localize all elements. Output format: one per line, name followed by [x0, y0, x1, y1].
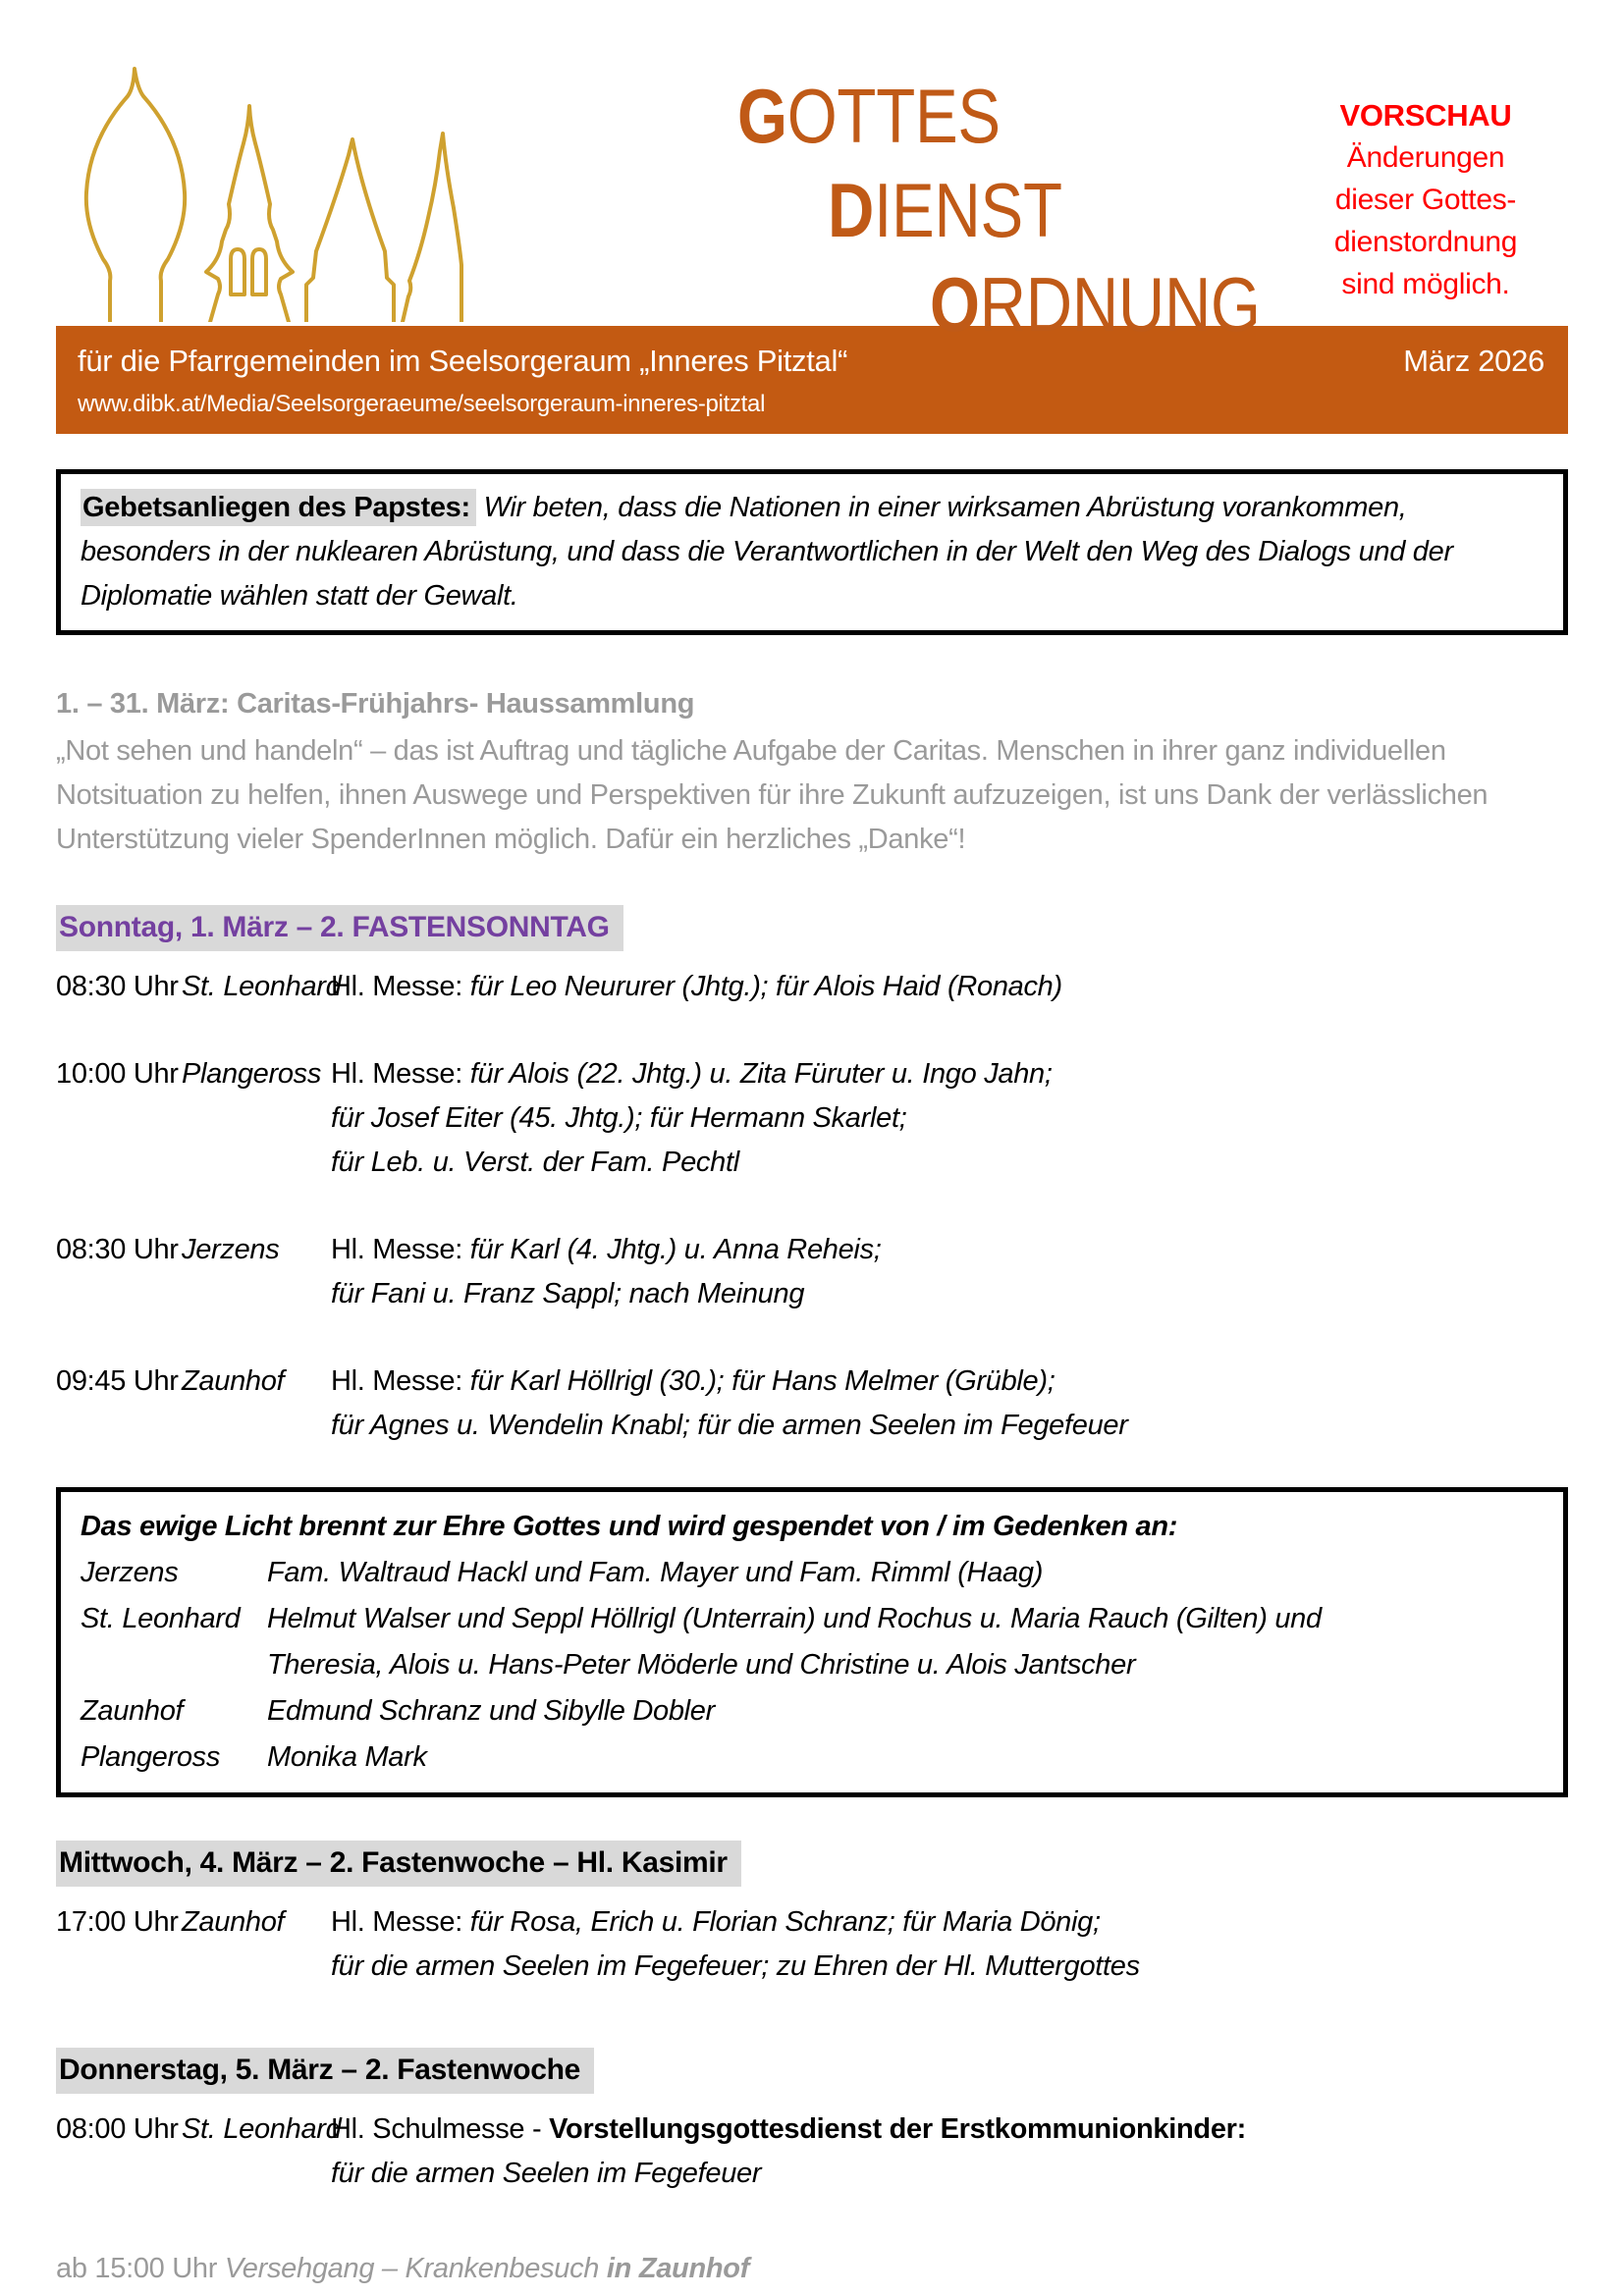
preview-line: sind möglich.: [1341, 268, 1510, 300]
service-entry: [56, 2108, 1568, 2196]
service-type: Hl. Messe:: [331, 1234, 470, 1265]
caritas-text: „Not sehen und handeln“ – das ist Auftrag und tägliche Aufgabe der Caritas. Menschen in ihrer ganz individuellen Notsituation zu helfen, ihnen Auswege und Perspektiven für ihre Zukunft aufzuzeigen, ist uns Dank der verlässlichen Unterstützung vieler SpenderInnen möglich. Dafür ein herzliches „Danke“!: [56, 735, 1489, 855]
service-intention: für Fani u. Franz Sappl; nach Meinung: [331, 1278, 805, 1309]
eternal-light-row: [81, 1596, 1543, 1688]
service-type: Hl. Messe:: [331, 971, 470, 1002]
service-place: Zaunhof: [182, 1906, 285, 1938]
service-description: [331, 965, 1568, 1009]
service-place: Plangeross: [182, 1058, 322, 1090]
sick-visit-event: Versehgang – Krankenbesuch: [224, 2253, 607, 2284]
service-intention: für die armen Seelen im Fegefeuer; zu Ehren der Hl. Muttergottes: [331, 1950, 1140, 1982]
sick-visit-place: in Zaunhof: [606, 2253, 750, 2284]
service-entry: [56, 1900, 1568, 1989]
service-type: Hl. Messe:: [331, 1058, 470, 1090]
header: [56, 0, 1568, 347]
service-place: St. Leonhard: [182, 2113, 342, 2145]
day-heading-mittwoch: Mittwoch, 4. März – 2. Fastenwoche – Hl. Kasimir: [56, 1841, 741, 1887]
service-entry: [56, 1360, 1568, 1448]
service-time: 10:00 Uhr: [56, 1058, 179, 1090]
page-title: [737, 69, 1324, 351]
service-time: 08:30 Uhr: [56, 1234, 179, 1265]
preview-title: VORSCHAU: [1339, 98, 1512, 133]
service-description: [331, 2108, 1568, 2196]
service-description: [331, 1900, 1568, 1989]
eternal-light-place: Plangeross: [81, 1741, 221, 1773]
service-type: Hl. Messe:: [331, 1906, 470, 1938]
service-time: 08:00 Uhr: [56, 2113, 179, 2145]
day-section-donnerstag: [56, 2018, 1568, 2196]
service-description: [331, 1228, 1568, 1316]
service-intention: für Josef Eiter (45. Jhtg.); für Hermann Skarlet;: [331, 1102, 907, 1134]
eternal-light-row: [81, 1550, 1543, 1596]
service-intention: für Leb. u. Verst. der Fam. Pechtl: [331, 1147, 739, 1178]
preview-line: dieser Gottes-: [1334, 184, 1517, 216]
title-line-dienst: DIENST: [828, 167, 1062, 253]
eternal-light-row: [81, 1688, 1543, 1735]
day-section-mittwoch: [56, 1797, 1568, 1989]
sick-visit-time: ab 15:00 Uhr: [56, 2253, 225, 2284]
day-heading-sonntag: Sonntag, 1. März – 2. FASTENSONNTAG: [56, 905, 623, 951]
preview-notice: [1323, 94, 1529, 305]
eternal-light-donors: Edmund Schranz und Sibylle Dobler: [267, 1695, 715, 1727]
title-line-ordnung: ORDNUNG: [930, 261, 1261, 347]
eternal-light-row: [81, 1735, 1543, 1781]
service-intention: für die armen Seelen im Fegefeuer: [331, 2158, 762, 2189]
day-heading-donnerstag: Donnerstag, 5. März – 2. Fastenwoche: [56, 2048, 594, 2094]
service-type: Hl. Schulmesse -: [331, 2113, 550, 2145]
service-place: Jerzens: [182, 1234, 280, 1265]
service-place: St. Leonhard: [182, 971, 342, 1002]
service-time: 17:00 Uhr: [56, 1906, 179, 1938]
eternal-light-place: Jerzens: [81, 1557, 179, 1588]
eternal-light-donors: Helmut Walser und Seppl Höllrigl (Unterrain) und Rochus u. Maria Rauch (Gilten) und Theresia, Alois u. Hans-Peter Möderle und Christine u. Alois Jantscher: [267, 1603, 1322, 1681]
day-section-sonntag: [56, 862, 1568, 1448]
title-line-gottes: GOTTES: [737, 73, 1001, 159]
pope-prayer-box: [56, 469, 1568, 635]
service-intention: für Leo Neururer (Jhtg.); für Alois Haid (Ronach): [469, 971, 1062, 1002]
service-time: 08:30 Uhr: [56, 971, 179, 1002]
eternal-light-donors: Monika Mark: [267, 1741, 427, 1773]
preview-line: Änderungen: [1346, 141, 1505, 174]
caritas-heading: 1. – 31. März: Caritas-Frühjahrs- Haussammlung: [56, 688, 695, 720]
pope-prayer-label: Gebetsanliegen des Papstes:: [81, 489, 476, 526]
eternal-light-heading: Das ewige Licht brennt zur Ehre Gottes und wird gespendet von / im Gedenken an:: [81, 1511, 1178, 1542]
service-place: Zaunhof: [182, 1365, 285, 1397]
eternal-light-place: St. Leonhard: [81, 1603, 241, 1634]
service-description: [331, 1360, 1568, 1448]
banner-month: März 2026: [1403, 344, 1544, 378]
banner-subtitle: für die Pfarrgemeinden im Seelsorgeraum „Inneres Pitztal“: [78, 344, 848, 378]
service-intention: für Agnes u. Wendelin Knabl; für die armen Seelen im Fegefeuer: [331, 1410, 1128, 1441]
service-entry: [56, 965, 1568, 1009]
service-time: 09:45 Uhr: [56, 1365, 179, 1397]
service-intention: für Karl (4. Jhtg.) u. Anna Reheis;: [469, 1234, 882, 1265]
pope-prayer-body: Wir beten, dass die Nationen in einer wirksamen Abrüstung vorankommen, besonders in der nuklearen Abrüstung, und dass die Verantwortlichen in der Welt den Weg des Dialogs und der Diplomatie wählen statt der Gewalt.: [81, 492, 1453, 612]
service-highlight: Vorstellungsgottesdienst der Erstkommunionkinder:: [549, 2113, 1247, 2145]
preview-line: dienstordnung: [1333, 226, 1518, 258]
service-intention: für Alois (22. Jhtg.) u. Zita Füruter u. Ingo Jahn;: [469, 1058, 1053, 1090]
banner-url[interactable]: www.dibk.at/Media/Seelsorgeraeume/seelsorgeraum-inneres-pitztal: [78, 391, 766, 417]
service-intention: für Karl Höllrigl (30.); für Hans Melmer (Grüble);: [469, 1365, 1056, 1397]
service-entry: [56, 1228, 1568, 1316]
eternal-light-donors: Fam. Waltraud Hackl und Fam. Mayer und Fam. Rimml (Haag): [267, 1557, 1044, 1588]
service-entry: [56, 1052, 1568, 1185]
eternal-light-place: Zaunhof: [81, 1695, 184, 1727]
caritas-section: [56, 682, 1568, 862]
church-spires-icon: [71, 49, 463, 327]
service-description: [331, 1052, 1568, 1185]
service-type: Hl. Messe:: [331, 1365, 470, 1397]
sick-visit-note: [56, 2247, 1568, 2291]
service-intention: für Rosa, Erich u. Florian Schranz; für Maria Dönig;: [469, 1906, 1101, 1938]
pope-prayer-text: [81, 486, 1543, 618]
eternal-light-box: [56, 1487, 1568, 1797]
